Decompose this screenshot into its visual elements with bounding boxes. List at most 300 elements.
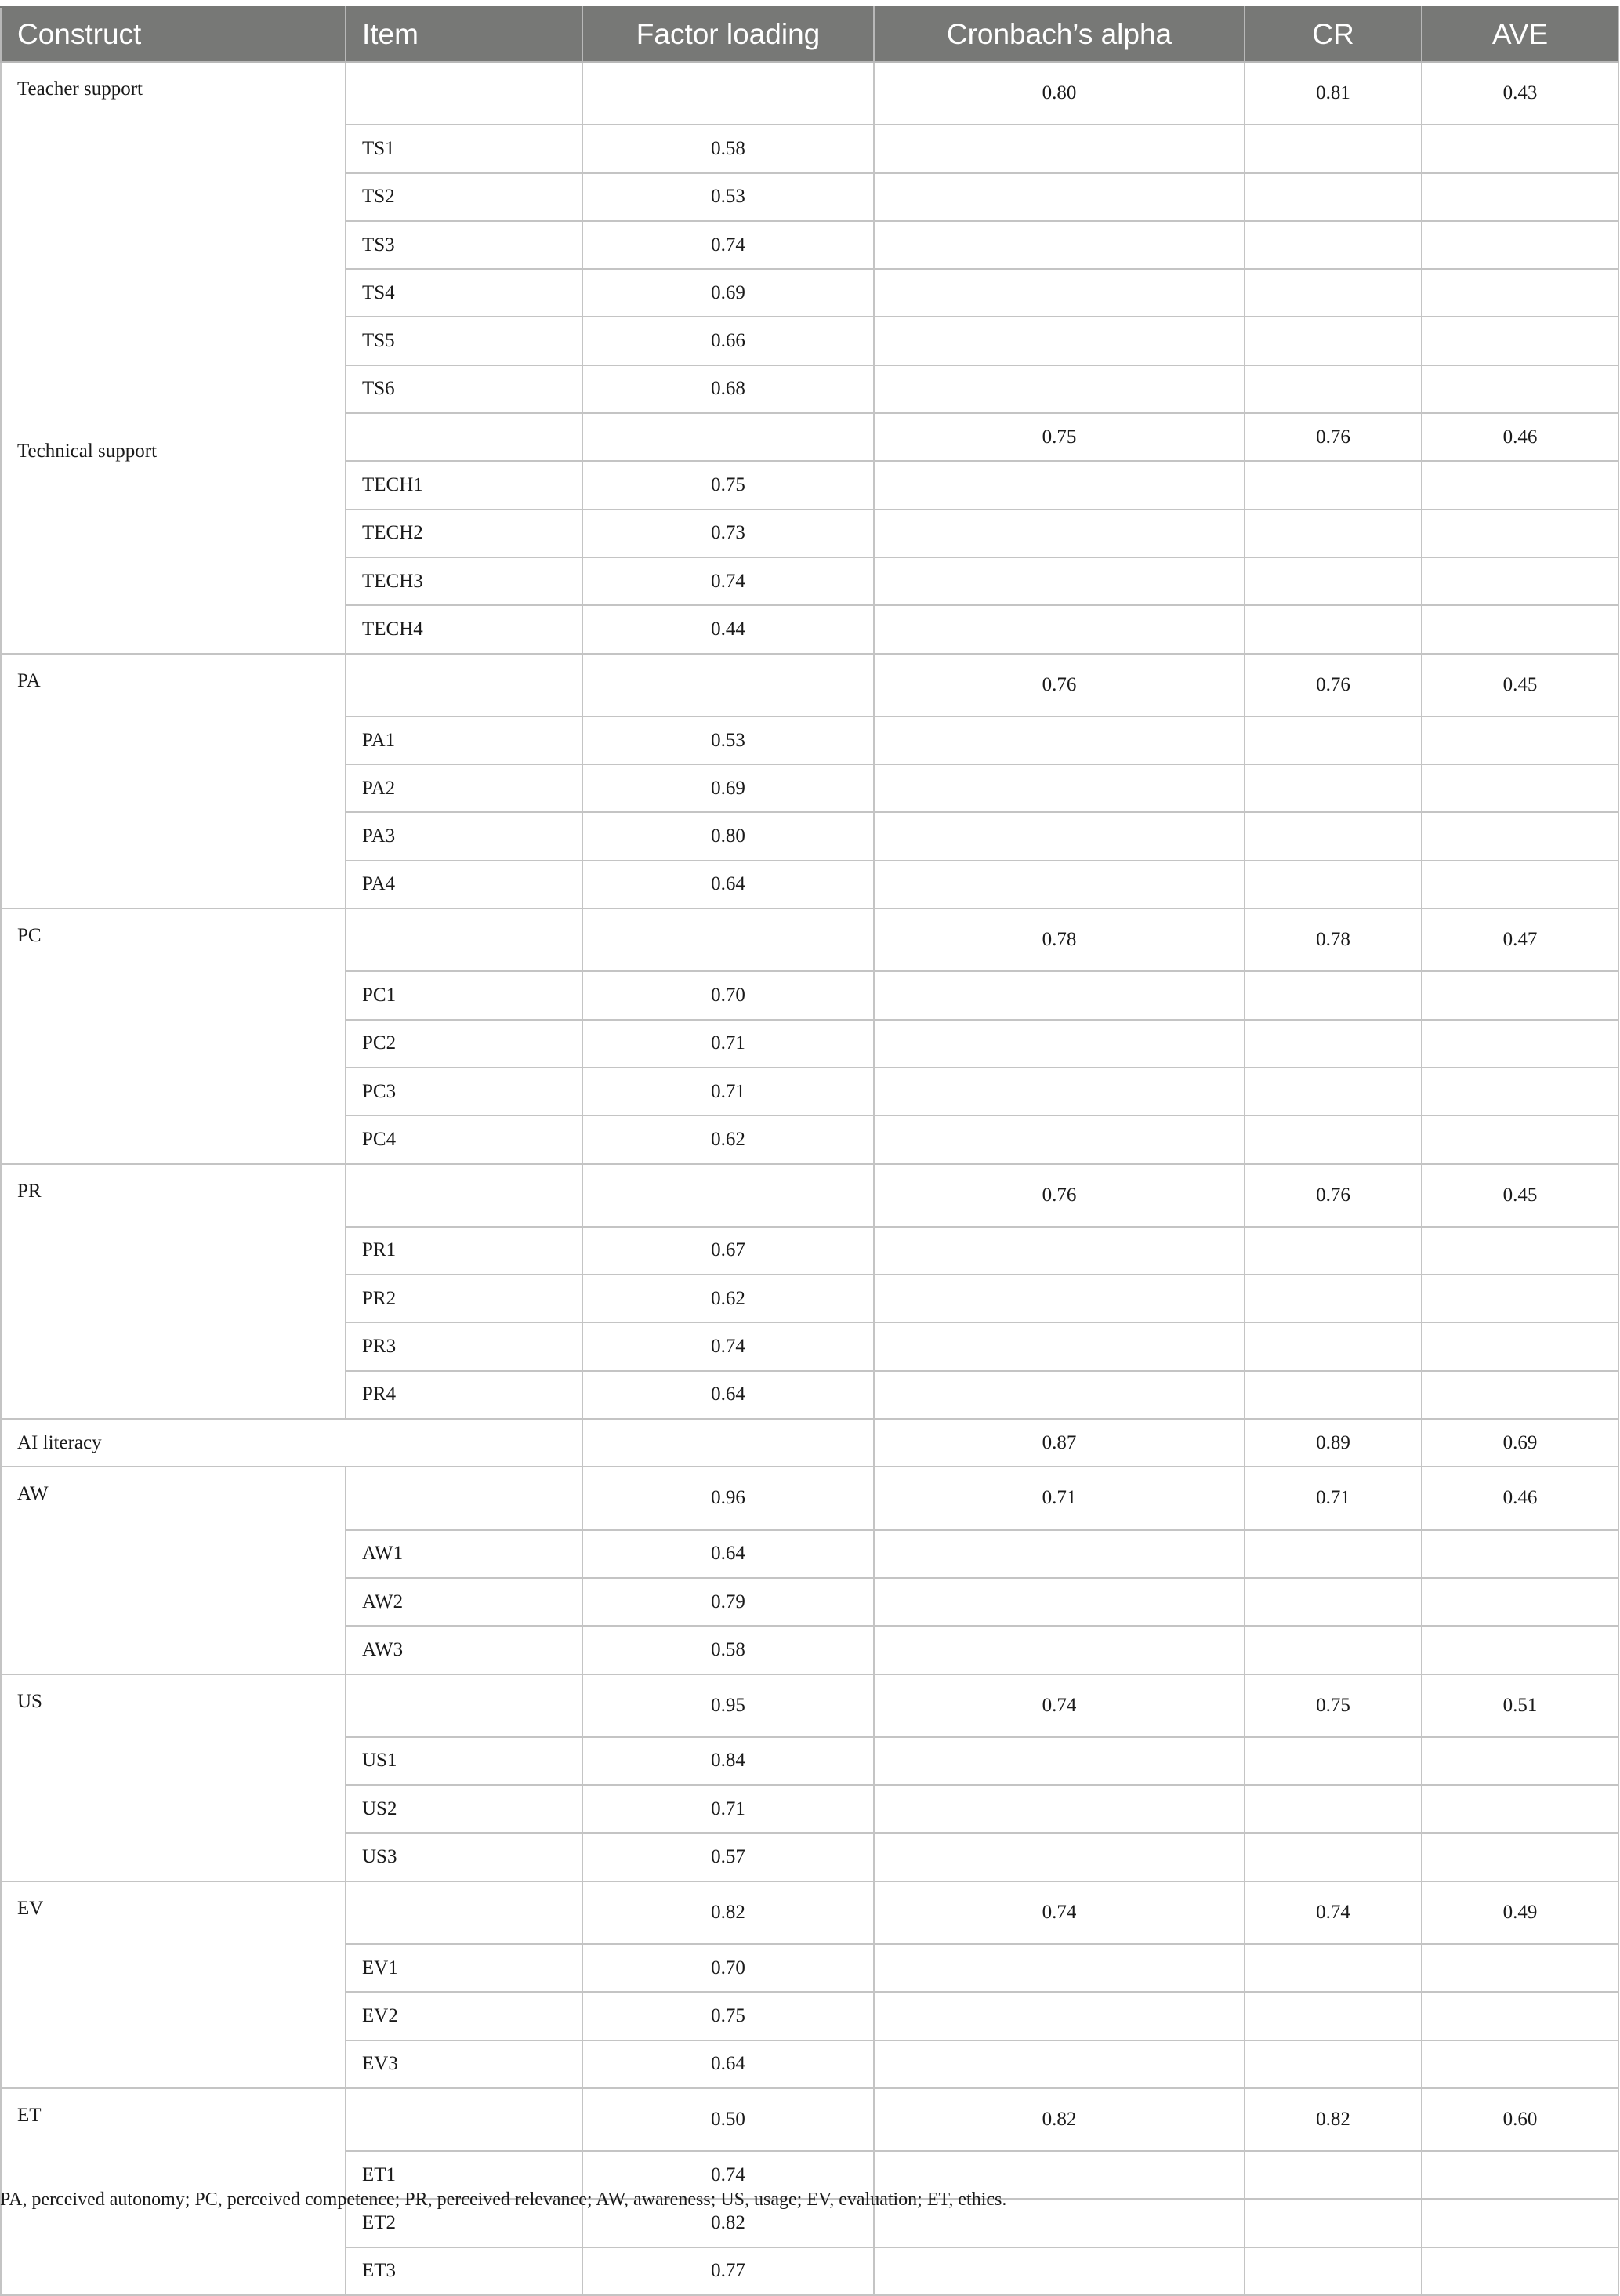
ave-cell bbox=[1422, 2151, 1618, 2199]
alpha-cell bbox=[874, 812, 1245, 860]
item-cell: US1 bbox=[346, 1737, 582, 1785]
cr-cell bbox=[1245, 1626, 1422, 1674]
cr-cell bbox=[1245, 461, 1422, 509]
table-row bbox=[1, 1674, 1618, 1737]
construct-cell bbox=[1, 557, 346, 605]
loading-cell: 0.84 bbox=[582, 1737, 874, 1785]
alpha-cell bbox=[874, 1275, 1245, 1322]
cr-cell bbox=[1245, 1322, 1422, 1370]
construct-cell bbox=[1, 861, 346, 909]
item-cell: AW2 bbox=[346, 1578, 582, 1626]
alpha-cell bbox=[874, 1530, 1245, 1578]
loading-cell: 0.58 bbox=[582, 1626, 874, 1674]
loading-cell bbox=[582, 413, 874, 461]
alpha-cell: 0.71 bbox=[874, 1467, 1245, 1529]
table-row bbox=[1, 173, 1618, 221]
alpha-cell bbox=[874, 716, 1245, 764]
table-row bbox=[1, 461, 1618, 509]
ave-cell: 0.45 bbox=[1422, 654, 1618, 716]
alpha-cell bbox=[874, 1068, 1245, 1115]
table-row bbox=[1, 2040, 1618, 2088]
cr-cell bbox=[1245, 605, 1422, 653]
construct-cell bbox=[1, 1530, 346, 1578]
loading-cell: 0.67 bbox=[582, 1227, 874, 1275]
table-row bbox=[1, 1833, 1618, 1881]
table-row bbox=[1, 1530, 1618, 1578]
alpha-cell bbox=[874, 557, 1245, 605]
alpha-cell bbox=[874, 1115, 1245, 1163]
construct-cell bbox=[1, 221, 346, 269]
ave-cell bbox=[1422, 861, 1618, 909]
construct-cell bbox=[1, 441, 346, 509]
construct-cell bbox=[1, 173, 346, 221]
construct-cell bbox=[1, 1115, 346, 1163]
ave-cell bbox=[1422, 1227, 1618, 1275]
loading-cell: 0.64 bbox=[582, 2040, 874, 2088]
ave-cell bbox=[1422, 365, 1618, 413]
ave-cell bbox=[1422, 1530, 1618, 1578]
alpha-cell: 0.76 bbox=[874, 1164, 1245, 1227]
alpha-cell bbox=[874, 1992, 1245, 2040]
item-cell: TS1 bbox=[346, 125, 582, 172]
construct-cell bbox=[1, 1626, 346, 1674]
table-row bbox=[1, 1227, 1618, 1275]
item-cell bbox=[346, 1881, 582, 1944]
construct-cell bbox=[1, 812, 346, 860]
loading-cell bbox=[582, 654, 874, 716]
cr-cell: 0.89 bbox=[1245, 1419, 1422, 1467]
ave-cell: 0.69 bbox=[1422, 1419, 1618, 1467]
table-row bbox=[1, 861, 1618, 909]
alpha-cell bbox=[874, 510, 1245, 557]
cr-cell bbox=[1245, 125, 1422, 172]
alpha-cell bbox=[874, 1322, 1245, 1370]
construct-cell: PA bbox=[1, 654, 346, 716]
loading-cell: 0.62 bbox=[582, 1115, 874, 1163]
cr-cell bbox=[1245, 365, 1422, 413]
construct-cell bbox=[1, 1020, 346, 1068]
construct-cell bbox=[1, 605, 346, 653]
ave-cell bbox=[1422, 173, 1618, 221]
ave-cell: 0.51 bbox=[1422, 1674, 1618, 1737]
ave-cell bbox=[1422, 125, 1618, 172]
alpha-cell bbox=[874, 2040, 1245, 2088]
alpha-cell: 0.74 bbox=[874, 1674, 1245, 1737]
loading-cell: 0.57 bbox=[582, 1833, 874, 1881]
loading-cell: 0.75 bbox=[582, 461, 874, 509]
table-row bbox=[1, 510, 1618, 557]
construct-cell: US bbox=[1, 1674, 346, 1737]
construct-cell bbox=[1, 764, 346, 812]
loading-cell: 0.82 bbox=[582, 1881, 874, 1944]
ave-cell bbox=[1422, 2247, 1618, 2295]
item-cell bbox=[346, 2088, 582, 2151]
alpha-cell: 0.74 bbox=[874, 1881, 1245, 1944]
ave-cell: 0.47 bbox=[1422, 909, 1618, 971]
table-row bbox=[1, 1626, 1618, 1674]
ave-cell bbox=[1422, 557, 1618, 605]
loading-cell: 0.82 bbox=[582, 2199, 874, 2247]
construct-cell bbox=[1, 1944, 346, 1992]
alpha-cell: 0.80 bbox=[874, 62, 1245, 125]
item-cell: TS5 bbox=[346, 317, 582, 365]
item-cell: ET3 bbox=[346, 2247, 582, 2295]
construct-cell: ET bbox=[1, 2088, 346, 2151]
item-cell: PA2 bbox=[346, 764, 582, 812]
table-row bbox=[1, 365, 1618, 413]
item-cell: PA4 bbox=[346, 861, 582, 909]
ave-cell: 0.60 bbox=[1422, 2088, 1618, 2151]
loading-cell: 0.50 bbox=[582, 2088, 874, 2151]
item-cell: PC2 bbox=[346, 1020, 582, 1068]
item-cell bbox=[346, 1164, 582, 1227]
cr-cell bbox=[1245, 2199, 1422, 2247]
cr-cell bbox=[1245, 971, 1422, 1019]
cr-cell bbox=[1245, 510, 1422, 557]
ave-cell bbox=[1422, 1275, 1618, 1322]
table-row bbox=[1, 909, 1618, 971]
alpha-cell bbox=[874, 1578, 1245, 1626]
ave-cell bbox=[1422, 1322, 1618, 1370]
table-row bbox=[1, 1737, 1618, 1785]
alpha-cell bbox=[874, 2247, 1245, 2295]
ave-cell bbox=[1422, 605, 1618, 653]
loading-cell: 0.68 bbox=[582, 365, 874, 413]
loading-cell bbox=[582, 909, 874, 971]
loading-cell: 0.80 bbox=[582, 812, 874, 860]
loading-cell: 0.64 bbox=[582, 1371, 874, 1419]
ave-cell: 0.46 bbox=[1422, 1467, 1618, 1529]
table-row bbox=[1, 812, 1618, 860]
cr-cell: 0.78 bbox=[1245, 909, 1422, 971]
construct-cell: PR bbox=[1, 1164, 346, 1227]
construct-cell: AW bbox=[1, 1467, 346, 1529]
loading-cell: 0.96 bbox=[582, 1467, 874, 1529]
header-item: Item bbox=[346, 7, 582, 62]
alpha-cell bbox=[874, 269, 1245, 317]
table-row bbox=[1, 1785, 1618, 1833]
table-row bbox=[1, 1322, 1618, 1370]
loading-cell: 0.58 bbox=[582, 125, 874, 172]
item-cell: PC4 bbox=[346, 1115, 582, 1163]
header-construct: Construct bbox=[1, 7, 346, 62]
item-cell bbox=[346, 1467, 582, 1529]
alpha-cell bbox=[874, 1785, 1245, 1833]
cr-cell: 0.71 bbox=[1245, 1467, 1422, 1529]
cr-cell: 0.76 bbox=[1245, 413, 1422, 461]
header-row bbox=[1, 7, 1618, 62]
item-cell: AW1 bbox=[346, 1530, 582, 1578]
alpha-cell bbox=[874, 1227, 1245, 1275]
header-cronbach-alpha: Cronbach’s alpha bbox=[874, 7, 1245, 62]
ave-cell bbox=[1422, 1737, 1618, 1785]
alpha-cell bbox=[874, 173, 1245, 221]
table-row bbox=[1, 1115, 1618, 1163]
ave-cell: 0.46 bbox=[1422, 413, 1618, 461]
table-row bbox=[1, 1164, 1618, 1227]
cr-cell bbox=[1245, 1833, 1422, 1881]
alpha-cell: 0.75 bbox=[874, 413, 1245, 461]
ave-cell bbox=[1422, 1578, 1618, 1626]
construct-cell bbox=[1, 716, 346, 764]
ave-cell bbox=[1422, 971, 1618, 1019]
table-row bbox=[1, 1275, 1618, 1322]
item-cell: TS2 bbox=[346, 173, 582, 221]
item-cell: PC1 bbox=[346, 971, 582, 1019]
ave-cell bbox=[1422, 2199, 1618, 2247]
cr-cell bbox=[1245, 1578, 1422, 1626]
construct-cell: EV bbox=[1, 1881, 346, 1944]
construct-cell bbox=[1, 971, 346, 1019]
loading-cell: 0.70 bbox=[582, 971, 874, 1019]
loading-cell: 0.53 bbox=[582, 173, 874, 221]
alpha-cell bbox=[874, 317, 1245, 365]
item-cell: EV3 bbox=[346, 2040, 582, 2088]
construct-cell bbox=[1, 510, 346, 557]
alpha-cell bbox=[874, 1626, 1245, 1674]
item-cell bbox=[346, 909, 582, 971]
ave-cell bbox=[1422, 1785, 1618, 1833]
alpha-cell bbox=[874, 125, 1245, 172]
cr-cell bbox=[1245, 861, 1422, 909]
table-row bbox=[1, 2088, 1618, 2151]
cr-cell: 0.74 bbox=[1245, 1881, 1422, 1944]
construct-cell bbox=[1, 365, 346, 413]
alpha-cell bbox=[874, 461, 1245, 509]
ave-cell bbox=[1422, 764, 1618, 812]
table-footnote: PA, perceived autonomy; PC, perceived competence; PR, perceived relevance; AW, awareness; US, usage; EV, evaluation; ET, ethics. bbox=[0, 2189, 1007, 2210]
loading-cell: 0.95 bbox=[582, 1674, 874, 1737]
cr-cell bbox=[1245, 221, 1422, 269]
cr-cell bbox=[1245, 557, 1422, 605]
cr-cell bbox=[1245, 2247, 1422, 2295]
loading-cell: 0.77 bbox=[582, 2247, 874, 2295]
construct-cell bbox=[1, 1785, 346, 1833]
ave-cell bbox=[1422, 1944, 1618, 1992]
cr-cell bbox=[1245, 1944, 1422, 1992]
cr-cell bbox=[1245, 1530, 1422, 1578]
item-cell: EV1 bbox=[346, 1944, 582, 1992]
table-row bbox=[1, 971, 1618, 1019]
table-row bbox=[1, 221, 1618, 269]
construct-label: Technical support bbox=[17, 441, 158, 462]
item-cell: TECH3 bbox=[346, 557, 582, 605]
cr-cell bbox=[1245, 1068, 1422, 1115]
alpha-cell bbox=[874, 605, 1245, 653]
ave-cell bbox=[1422, 317, 1618, 365]
table-row bbox=[1, 1068, 1618, 1115]
cr-cell bbox=[1245, 1020, 1422, 1068]
ave-cell bbox=[1422, 716, 1618, 764]
item-cell: EV2 bbox=[346, 1992, 582, 2040]
ave-cell: 0.49 bbox=[1422, 1881, 1618, 1944]
reliability-table bbox=[0, 6, 1619, 2296]
item-cell bbox=[346, 62, 582, 125]
item-cell: TECH1 bbox=[346, 461, 582, 509]
cr-cell bbox=[1245, 1785, 1422, 1833]
loading-cell: 0.71 bbox=[582, 1068, 874, 1115]
table-row bbox=[1, 2247, 1618, 2295]
item-cell: US3 bbox=[346, 1833, 582, 1881]
alpha-cell bbox=[874, 1020, 1245, 1068]
loading-cell: 0.75 bbox=[582, 1992, 874, 2040]
header-cr: CR bbox=[1245, 7, 1422, 62]
table-row bbox=[1, 1944, 1618, 1992]
item-cell: TS6 bbox=[346, 365, 582, 413]
item-cell: PR4 bbox=[346, 1371, 582, 1419]
cr-cell bbox=[1245, 1227, 1422, 1275]
cr-cell bbox=[1245, 317, 1422, 365]
loading-cell bbox=[582, 62, 874, 125]
alpha-cell bbox=[874, 221, 1245, 269]
table-row bbox=[1, 1020, 1618, 1068]
item-cell: TS3 bbox=[346, 221, 582, 269]
loading-cell: 0.70 bbox=[582, 1944, 874, 1992]
construct-cell: Teacher support bbox=[1, 62, 346, 125]
alpha-cell: 0.78 bbox=[874, 909, 1245, 971]
loading-cell bbox=[582, 1419, 874, 1467]
header-factor-loading: Factor loading bbox=[582, 7, 874, 62]
loading-cell bbox=[582, 1164, 874, 1227]
item-cell: PC3 bbox=[346, 1068, 582, 1115]
header-ave: AVE bbox=[1422, 7, 1618, 62]
cr-cell bbox=[1245, 1371, 1422, 1419]
item-cell: PA1 bbox=[346, 716, 582, 764]
ave-cell bbox=[1422, 2040, 1618, 2088]
alpha-cell: 0.82 bbox=[874, 2088, 1245, 2151]
loading-cell: 0.71 bbox=[582, 1020, 874, 1068]
construct-cell bbox=[1, 1578, 346, 1626]
item-cell: PR2 bbox=[346, 1275, 582, 1322]
cr-cell bbox=[1245, 2040, 1422, 2088]
cr-cell bbox=[1245, 2151, 1422, 2199]
cr-cell bbox=[1245, 812, 1422, 860]
loading-cell: 0.53 bbox=[582, 716, 874, 764]
loading-cell: 0.69 bbox=[582, 269, 874, 317]
construct-cell bbox=[1, 1068, 346, 1115]
alpha-cell bbox=[874, 1833, 1245, 1881]
construct-cell bbox=[1, 1737, 346, 1785]
construct-cell bbox=[1, 2040, 346, 2088]
item-cell: ET1 bbox=[346, 2151, 582, 2199]
item-cell: AW3 bbox=[346, 1626, 582, 1674]
item-cell: PR3 bbox=[346, 1322, 582, 1370]
ave-cell bbox=[1422, 1626, 1618, 1674]
cr-cell bbox=[1245, 173, 1422, 221]
construct-cell: PC bbox=[1, 909, 346, 971]
construct-cell bbox=[1, 1275, 346, 1322]
ave-cell: 0.43 bbox=[1422, 62, 1618, 125]
table-row bbox=[1, 269, 1618, 317]
alpha-cell bbox=[874, 1944, 1245, 1992]
item-cell: TECH4 bbox=[346, 605, 582, 653]
cr-cell: 0.76 bbox=[1245, 654, 1422, 716]
ave-cell bbox=[1422, 1833, 1618, 1881]
alpha-cell bbox=[874, 764, 1245, 812]
cr-cell bbox=[1245, 716, 1422, 764]
alpha-cell bbox=[874, 971, 1245, 1019]
ave-cell bbox=[1422, 461, 1618, 509]
table-row bbox=[1, 716, 1618, 764]
construct-cell bbox=[1, 1992, 346, 2040]
table-row bbox=[1, 1467, 1618, 1529]
ave-cell bbox=[1422, 221, 1618, 269]
construct-cell bbox=[1, 125, 346, 172]
cr-cell bbox=[1245, 1275, 1422, 1322]
item-cell: TECH2 bbox=[346, 510, 582, 557]
cr-cell: 0.81 bbox=[1245, 62, 1422, 125]
loading-cell: 0.69 bbox=[582, 764, 874, 812]
ave-cell bbox=[1422, 1371, 1618, 1419]
construct-cell bbox=[1, 317, 346, 365]
cr-cell bbox=[1245, 1737, 1422, 1785]
item-cell: PA3 bbox=[346, 812, 582, 860]
construct-cell: AI literacy bbox=[1, 1419, 582, 1467]
ave-cell bbox=[1422, 1992, 1618, 2040]
loading-cell: 0.71 bbox=[582, 1785, 874, 1833]
alpha-cell bbox=[874, 365, 1245, 413]
cr-cell: 0.76 bbox=[1245, 1164, 1422, 1227]
loading-cell: 0.44 bbox=[582, 605, 874, 653]
table-row bbox=[1, 605, 1618, 653]
loading-cell: 0.66 bbox=[582, 317, 874, 365]
item-cell: PR1 bbox=[346, 1227, 582, 1275]
alpha-cell: 0.76 bbox=[874, 654, 1245, 716]
loading-cell: 0.73 bbox=[582, 510, 874, 557]
loading-cell: 0.64 bbox=[582, 1530, 874, 1578]
construct-cell bbox=[1, 1371, 346, 1419]
ave-cell bbox=[1422, 1115, 1618, 1163]
construct-cell bbox=[1, 2247, 346, 2295]
item-cell bbox=[346, 1674, 582, 1737]
item-cell: US2 bbox=[346, 1785, 582, 1833]
loading-cell: 0.79 bbox=[582, 1578, 874, 1626]
cr-cell bbox=[1245, 269, 1422, 317]
loading-cell: 0.74 bbox=[582, 557, 874, 605]
cr-cell bbox=[1245, 764, 1422, 812]
table-row bbox=[1, 1881, 1618, 1944]
item-cell bbox=[346, 654, 582, 716]
ave-cell: 0.45 bbox=[1422, 1164, 1618, 1227]
item-cell bbox=[346, 413, 582, 461]
table-row bbox=[1, 1578, 1618, 1626]
table-row bbox=[1, 764, 1618, 812]
loading-cell: 0.62 bbox=[582, 1275, 874, 1322]
cr-cell bbox=[1245, 1992, 1422, 2040]
alpha-cell bbox=[874, 1371, 1245, 1419]
ave-cell bbox=[1422, 1020, 1618, 1068]
table-row bbox=[1, 62, 1618, 125]
construct-cell bbox=[1, 1833, 346, 1881]
construct-cell bbox=[1, 1322, 346, 1370]
loading-cell: 0.74 bbox=[582, 1322, 874, 1370]
table-row bbox=[1, 557, 1618, 605]
item-cell: ET2 bbox=[346, 2199, 582, 2247]
alpha-cell bbox=[874, 1737, 1245, 1785]
alpha-cell bbox=[874, 861, 1245, 909]
loading-cell: 0.64 bbox=[582, 861, 874, 909]
table-row bbox=[1, 1992, 1618, 2040]
construct-cell bbox=[1, 1227, 346, 1275]
loading-cell: 0.74 bbox=[582, 2151, 874, 2199]
loading-cell: 0.74 bbox=[582, 221, 874, 269]
table-row bbox=[1, 1419, 1618, 1467]
item-cell: TS4 bbox=[346, 269, 582, 317]
table-row bbox=[1, 1371, 1618, 1419]
cr-cell: 0.75 bbox=[1245, 1674, 1422, 1737]
alpha-cell: 0.87 bbox=[874, 1419, 1245, 1467]
ave-cell bbox=[1422, 269, 1618, 317]
